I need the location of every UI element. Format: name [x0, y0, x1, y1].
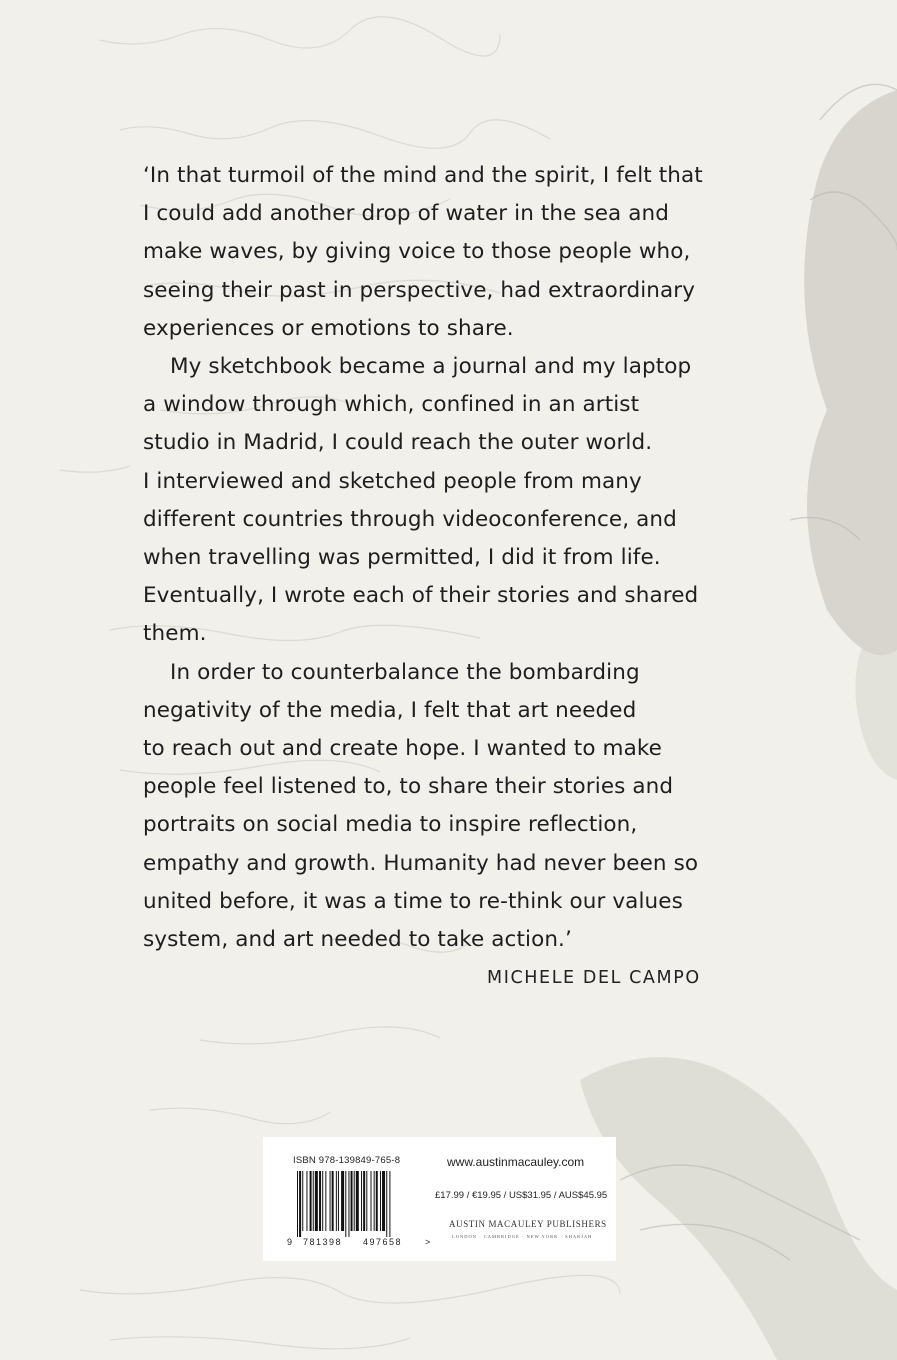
quote-line: them.: [143, 621, 207, 647]
barcode-digits-right: 497658: [363, 1237, 403, 1247]
quote-line: ‘In that turmoil of the mind and the spirit, I felt that: [143, 163, 703, 188]
barcode-bar: [366, 1171, 367, 1231]
barcode-bar: [371, 1171, 372, 1231]
quote-line: negativity of the media, I felt that art needed: [143, 697, 637, 723]
barcode-bar: [325, 1171, 326, 1231]
barcode-bar: [310, 1171, 312, 1231]
barcode-bar: [341, 1171, 344, 1231]
barcode-bar: [336, 1171, 337, 1231]
quote-line: portraits on social media to inspire reflection,: [143, 812, 638, 838]
barcode-bar: [330, 1171, 331, 1231]
quote-line: I interviewed and sketched people from many: [143, 468, 642, 494]
barcode-bar: [382, 1171, 385, 1231]
quote-author: MICHELE DEL CAMPO: [487, 968, 701, 988]
quote-paragraph-3: [143, 654, 753, 960]
quote-line: studio in Madrid, I could reach the outer world.: [143, 430, 653, 456]
barcode-bar: [345, 1171, 346, 1237]
barcode-image: [285, 1169, 433, 1247]
barcode-panel: [263, 1137, 616, 1261]
publisher-website: www.austinmacauley.com: [447, 1155, 585, 1169]
barcode-bar: [319, 1171, 321, 1231]
quote-line: to reach out and create hope. I wanted to make: [143, 736, 662, 762]
quote-line: people feel listened to, to share their stories and: [143, 774, 674, 800]
quote-line: when travelling was permitted, I did it from life.: [143, 545, 661, 571]
quote-line: system, and art needed to take action.’: [143, 927, 572, 953]
quote-paragraph-2: [143, 348, 753, 654]
quote-line: empathy and growth. Humanity had never been so: [143, 850, 699, 876]
barcode-bar: [322, 1171, 323, 1231]
barcode-bar: [348, 1171, 349, 1237]
barcode-bar: [297, 1171, 298, 1237]
barcode-bar: [351, 1171, 353, 1231]
isbn-label: ISBN 978-139849-765-8: [293, 1155, 401, 1166]
quote-line: seeing their past in perspective, had extraordinary: [143, 277, 696, 303]
publisher-name: AUSTIN MACAULEY PUBLISHERS: [449, 1219, 607, 1229]
barcode-bar: [380, 1171, 381, 1231]
quote-line: make waves, by giving voice to those people who,: [143, 239, 691, 265]
barcode-bar: [302, 1171, 303, 1231]
quote-paragraph-1: [143, 157, 753, 348]
barcode-bar: [363, 1171, 365, 1231]
barcode-bar: [306, 1171, 307, 1231]
barcode-bar: [389, 1171, 390, 1237]
barcode-bar: [332, 1171, 334, 1231]
quote-text: [143, 157, 753, 959]
barcode-bar: [338, 1171, 339, 1231]
barcode-bar: [376, 1171, 378, 1231]
publisher-cities: LONDON · CAMBRIDGE · NEW YORK · SHARJAH: [452, 1234, 593, 1239]
barcode-digit-lead: 9: [287, 1237, 293, 1247]
barcode-digit-end: >: [425, 1237, 431, 1247]
barcode-bar: [356, 1171, 359, 1231]
quote-line: In order to counterbalance the bombarding: [170, 659, 640, 685]
barcode-bar: [315, 1171, 318, 1231]
quote-line: different countries through videoconference, and: [143, 506, 677, 532]
barcode-bar: [374, 1171, 375, 1231]
quote-line: Eventually, I wrote each of their stories and shared: [143, 583, 699, 609]
quote-line: I could add another drop of water in the sea and: [143, 201, 669, 227]
barcode-bar: [386, 1171, 387, 1237]
quote-line: united before, it was a time to re-think our values: [143, 888, 683, 914]
barcode-bar: [313, 1171, 314, 1231]
quote-line: experiences or emotions to share.: [143, 315, 514, 341]
quote-line: a window through which, confined in an artist: [143, 392, 640, 418]
barcode-bar: [354, 1171, 355, 1231]
quote-line: My sketchbook became a journal and my laptop: [170, 354, 692, 380]
barcode-bar: [361, 1171, 362, 1231]
barcode-digits-left: 781398: [303, 1237, 343, 1247]
price-list: £17.99 / €19.95 / US$31.95 / AUS$45.95: [435, 1190, 608, 1201]
barcode-bar: [299, 1171, 301, 1237]
